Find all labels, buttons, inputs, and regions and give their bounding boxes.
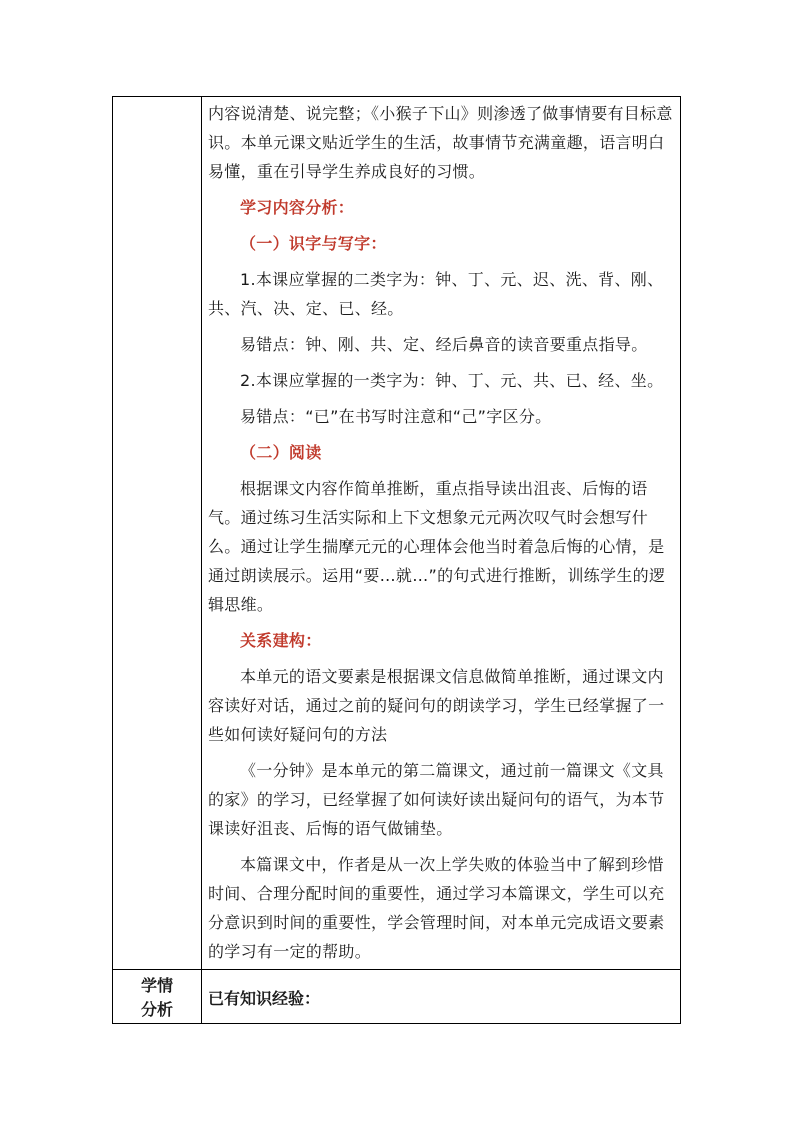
prior-knowledge-label: 已有知识经验： xyxy=(208,989,321,1008)
label-line-2: 分析 xyxy=(140,999,173,1019)
paragraph-error-points-1: 易错点：钟、刚、共、定、经后鼻音的读音要重点指导。 xyxy=(240,335,648,354)
paragraph-this-lesson: 本篇课文中，作者是从一次上学失败的体验当中了解到珍惜时间、合理分配时间的重要性，通过学习本篇课文，学生可以充分意识到时间的重要性，学会管理时间，对本单元完成语文要素的学习有一定的帮助。 xyxy=(208,855,665,961)
student-analysis-label xyxy=(113,970,201,1025)
paragraph-second-class-chars: 1.本课应掌握的二类字为：钟、丁、元、迟、洗、背、刚、共、汽、决、定、已、经。 xyxy=(208,270,664,318)
content-cell xyxy=(208,97,676,966)
paragraph-second-lesson: 《一分钟》是本单元的第二篇课文，通过前一篇课文《文具的家》的学习，已经掌握了如何读好读出疑问句的语气，为本节课读好沮丧、后悔的语气做铺垫。 xyxy=(208,761,665,838)
intro-paragraph: 内容说清楚、说完整；《小猴子下山》则渗透了做事情要有目标意识。本单元课文贴近学生的生活，故事情节充满童趣，语言明白易懂，重在引导学生养成良好的习惯。 xyxy=(208,104,673,181)
paragraph-unit-elements: 本单元的语文要素是根据课文信息做简单推断，通过课文内容读好对话，通过之前的疑问句的朗读学习，学生已经掌握了一些如何读好疑问句的方法 xyxy=(208,667,665,744)
paragraph-first-class-chars: 2.本课应掌握的一类字为：钟、丁、元、共、已、经、坐。 xyxy=(240,371,664,390)
column-divider xyxy=(201,97,202,1023)
subheading-literacy: （一）识字与写字： xyxy=(240,234,387,253)
paragraph-error-points-2: 易错点：“已”在书写时注意和“己”字区分。 xyxy=(240,407,552,426)
section-heading-content-analysis: 学习内容分析： xyxy=(240,198,355,217)
paragraph-reading: 根据课文内容作简单推断，重点指导读出沮丧、后悔的语气。通过练习生活实际和上下文想象元元两次叹气时会想写什么。通过让学生揣摩元元的心理体会他当时着急后悔的心情，是通过朗读展示。运用“要…就…”的句式进行推断，训练学生的逻辑思维。 xyxy=(208,479,666,614)
prior-knowledge-cell xyxy=(208,970,320,1025)
subheading-reading: （二）阅读 xyxy=(240,443,322,462)
section-heading-relationship: 关系建构： xyxy=(240,631,322,650)
lesson-plan-table xyxy=(112,96,681,1024)
label-line-1: 学情 xyxy=(140,975,173,995)
